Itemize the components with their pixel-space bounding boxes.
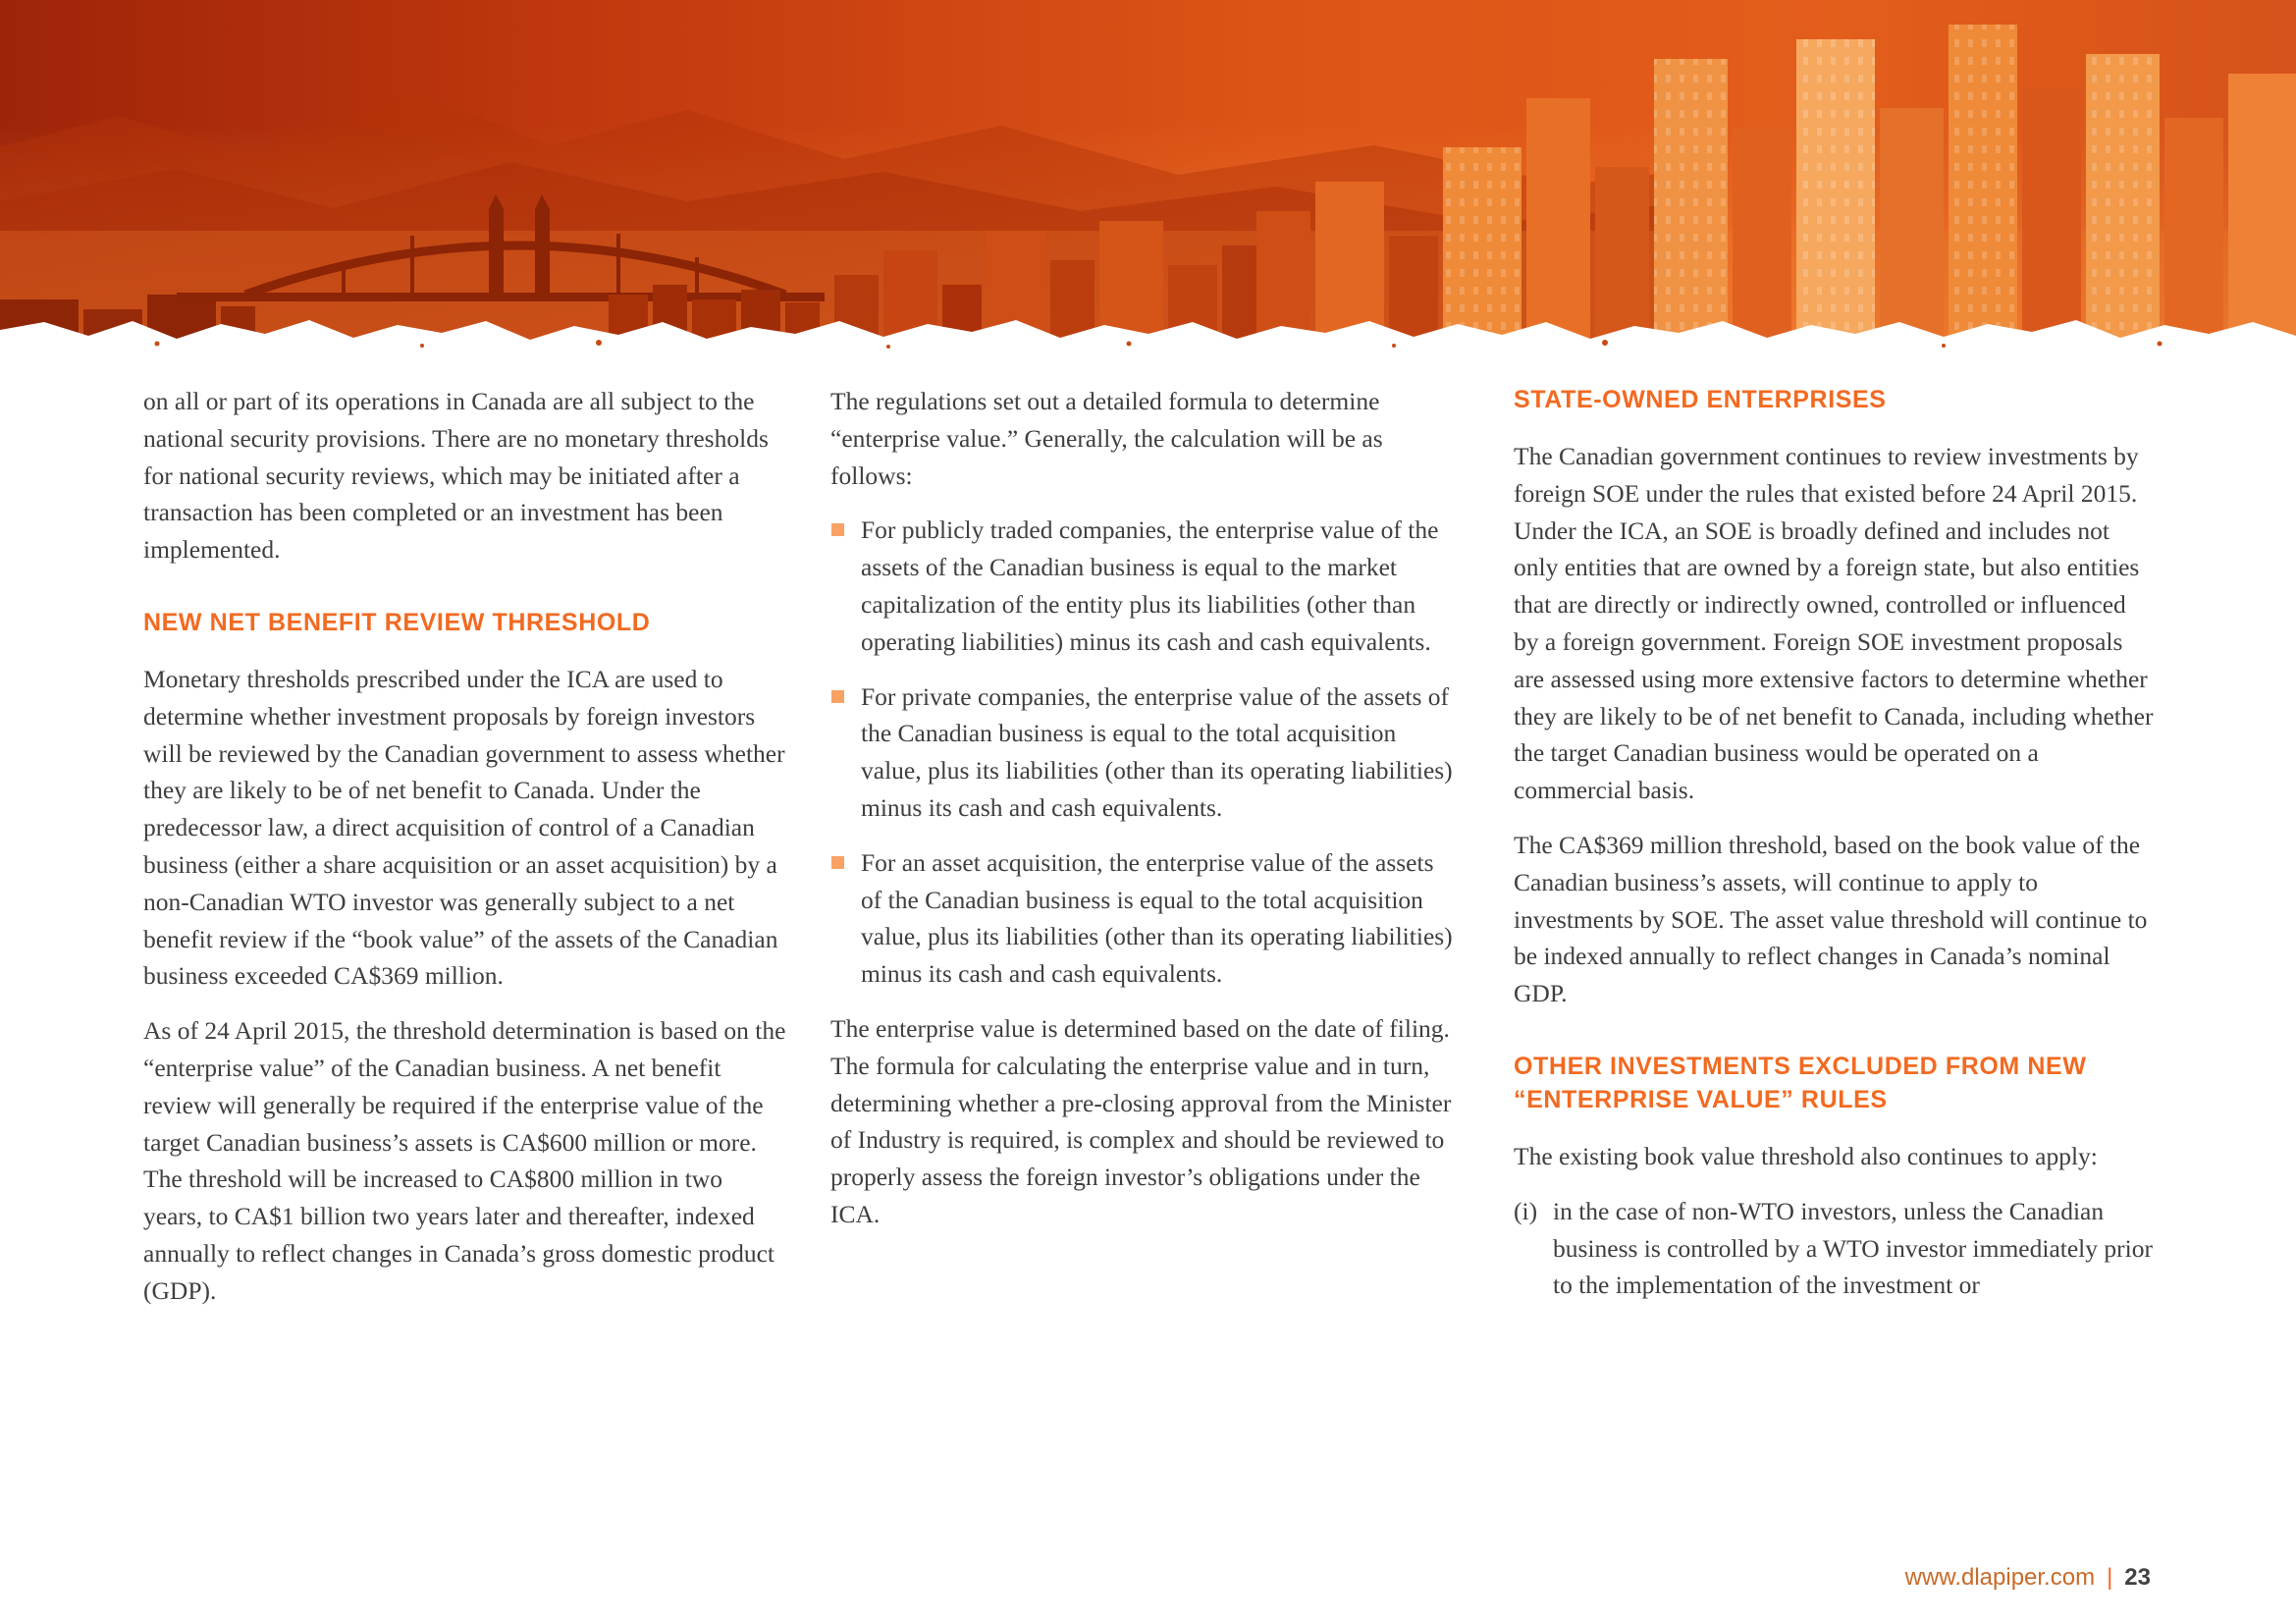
col1-paragraph-2: Monetary thresholds prescribed under the ICA are used to determine whether investment proposals by foreign investors will be reviewed by the Canadian government to assess whether they are likely to be of net benefit to Canada. Under the predecessor law, a direct acquisition of control of a Canadian business (either a share acquisition or an asset acquisition) by a non-Canadian WTO investor was generally subject to a net benefit review if the “book value” of the assets of the Canadian business exceeded CA$369 million. bbox=[143, 664, 785, 991]
bullet-item bbox=[830, 512, 1453, 660]
list-item-i-marker: (i) bbox=[1514, 1196, 1538, 1225]
page-content bbox=[143, 383, 2165, 1327]
column-1 bbox=[143, 383, 787, 1327]
footer-separator: | bbox=[2107, 1564, 2113, 1591]
col1-paragraph-1: on all or part of its operations in Canada are all subject to the national security provisions. There are no monetary thresholds for national security reviews, which may be initiated after a transaction has been completed or an investment has been implemented. bbox=[143, 387, 769, 565]
bullet-text: For publicly traded companies, the enterprise value of the assets of the Canadian business is equal to the market capitalization of the entity plus its liabilities (other than operating liabilities) minus its cash and cash equivalents. bbox=[861, 515, 1439, 656]
bullet-square-icon bbox=[831, 523, 844, 536]
page-footer bbox=[1905, 1563, 2151, 1593]
bullet-item bbox=[830, 678, 1453, 827]
column-2 bbox=[830, 383, 1453, 1327]
bullet-square-icon bbox=[831, 690, 844, 703]
footer-website-link[interactable]: www.dlapiper.com bbox=[1904, 1564, 2096, 1591]
section-heading-state-owned-enterprises: STATE-OWNED ENTERPRISES bbox=[1514, 386, 1887, 413]
col2-closing-paragraph: The enterprise value is determined based on the date of filing. The formula for calculating the enterprise value and in turn, determining whether a pre-closing approval from the Minister of Industry is required, is complex and should be reviewed to properly assess the foreign investor’s obligations under the ICA. bbox=[830, 1013, 1452, 1228]
col2-intro-paragraph: The regulations set out a detailed formula to determine “enterprise value.” Generally, the calculation will be as follows: bbox=[830, 387, 1383, 490]
bullet-item bbox=[830, 844, 1453, 993]
bullet-text: For an asset acquisition, the enterprise value of the assets of the Canadian business is equal to the total acquisition value, plus its liabilities (other than its operating liabilities) minus its cash and cash equivalents. bbox=[861, 847, 1453, 989]
col1-paragraph-3: As of 24 April 2015, the threshold determination is based on the “enterprise value” of the Canadian business. A net benefit review will generally be required if the enterprise value of the target Canadian business’s assets is CA$600 million or more. The threshold will be increased to CA$800 million in two years, to CA$1 billion two years later and thereafter, indexed annually to reflect changes in Canada’s gross domestic product (GDP). bbox=[143, 1016, 786, 1305]
bullet-square-icon bbox=[831, 856, 844, 869]
column-3 bbox=[1514, 383, 2154, 1327]
header-cityscape-image bbox=[0, 0, 2296, 353]
list-item-i bbox=[1514, 1193, 2154, 1304]
section-heading-new-net-benefit: NEW NET BENEFIT REVIEW THRESHOLD bbox=[143, 608, 651, 636]
col3-paragraph-1: The Canadian government continues to review investments by foreign SOE under the rules that existed before 24 April 2015. Under the ICA, an SOE is broadly defined and includes not only entities that are owned by a foreign state, but also entities that are directly or indirectly owned, controlled or influenced by a foreign government. Foreign SOE investment proposals are assessed using more extensive factors to determine whether they are likely to be of net benefit to Canada, including whether the target Canadian business would be operated on a commercial basis. bbox=[1514, 442, 2154, 805]
col3-paragraph-2: The CA$369 million threshold, based on the book value of the Canadian business’s assets, will continue to apply to investments by SOE. The asset value threshold will continue to be indexed annually to reflect changes in Canada’s nominal GDP. bbox=[1514, 830, 2148, 1008]
bullet-text: For private companies, the enterprise value of the assets of the Canadian business is equal to the total acquisition value, plus its liabilities (other than its operating liabilities) minus its cash and cash equivalents. bbox=[861, 681, 1453, 822]
section-heading-other-investments-excluded: OTHER INVESTMENTS EXCLUDED FROM NEW “ENTERPRISE VALUE” RULES bbox=[1514, 1052, 2087, 1113]
list-item-i-text: in the case of non-WTO investors, unless the Canadian business is controlled by a WTO investor immediately prior to the implementation of the investment or bbox=[1553, 1196, 2153, 1300]
col3-paragraph-3: The existing book value threshold also continues to apply: bbox=[1514, 1141, 2098, 1170]
footer-page-number: 23 bbox=[2124, 1564, 2151, 1591]
